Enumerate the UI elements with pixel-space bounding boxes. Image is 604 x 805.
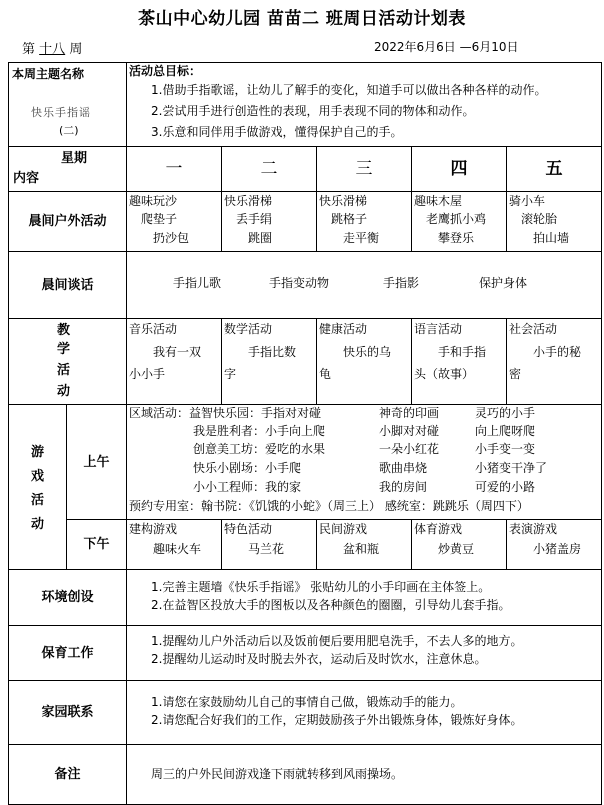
area-item: 神奇的印画 xyxy=(379,406,440,420)
notes-content xyxy=(127,745,602,805)
outdoor-item: 骑小车 xyxy=(509,194,546,208)
family-content xyxy=(127,681,602,745)
week-number xyxy=(22,38,82,57)
games-pm-row xyxy=(9,520,602,570)
area-zone: 我是胜利者： xyxy=(193,424,266,438)
teaching-title: 快乐的乌 xyxy=(343,345,392,359)
care-label: 保育工作 xyxy=(9,626,127,681)
goals-label: 活动总目标： xyxy=(129,64,202,78)
content-label: 内容 xyxy=(13,171,40,186)
teaching-type: 音乐活动 xyxy=(129,322,178,336)
talk-item: 手指影 xyxy=(383,276,420,290)
area-item: 可爱的小路 xyxy=(475,480,536,494)
morning-outdoor-row xyxy=(9,192,602,252)
pm-type: 特色活动 xyxy=(224,522,273,536)
week-suffix: 周 xyxy=(69,42,83,57)
environment-label: 环境创设 xyxy=(9,570,127,626)
area-item: 灵巧的小手 xyxy=(475,406,536,420)
outdoor-item: 拍山墙 xyxy=(533,231,570,245)
area-item: 小手爬 xyxy=(265,461,302,475)
outdoor-item: 攀登乐 xyxy=(438,231,475,245)
area-item: 手指对对碰 xyxy=(261,406,322,420)
outdoor-item: 老鹰抓小鸡 xyxy=(426,212,487,226)
goal-item: 2.尝试用手进行创造性的表现，用手表现不同的物体和动作。 xyxy=(151,104,475,118)
environment-content xyxy=(127,570,602,626)
area-item: 歌曲串烧 xyxy=(379,461,428,475)
family-item: 1.请您在家鼓励幼儿自己的事情自己做，锻炼动手的能力。 xyxy=(151,695,463,709)
outdoor-item: 趣味木屋 xyxy=(414,194,463,208)
pm-name: 炒黄豆 xyxy=(438,542,475,556)
outdoor-item: 跳圈 xyxy=(248,231,273,245)
outdoor-thu xyxy=(412,192,507,252)
area-zone: 益智快乐园： xyxy=(189,406,262,420)
care-item: 2.提醒幼儿运动时及时脱去外衣，运动后及时饮水，注意休息。 xyxy=(151,652,487,666)
teaching-title: 小手的秘 xyxy=(533,345,582,359)
area-item: 小脚对对碰 xyxy=(379,424,440,438)
teaching-row xyxy=(9,319,602,405)
teaching-mon xyxy=(127,319,222,405)
family-row xyxy=(9,681,602,745)
talk-item: 手指儿歌 xyxy=(173,276,222,290)
outdoor-item: 快乐滑梯 xyxy=(224,194,273,208)
teaching-title-cont: 头（故事） xyxy=(414,367,475,381)
outdoor-item: 跳格子 xyxy=(331,212,368,226)
weekday-label: 星期 xyxy=(61,151,88,166)
teaching-type: 健康活动 xyxy=(319,322,368,336)
outdoor-item: 滚轮胎 xyxy=(521,212,558,226)
teaching-title-cont: 密 xyxy=(509,367,522,381)
teaching-title: 手指比数 xyxy=(248,345,297,359)
area-item: 一朵小红花 xyxy=(379,442,440,456)
family-label: 家园联系 xyxy=(9,681,127,745)
pm-name: 盆和瓶 xyxy=(343,542,380,556)
pm-name: 趣味火车 xyxy=(153,542,202,556)
environment-item: 2.在益智区投放大手的图板以及各种颜色的圈圈，引导幼儿套手指。 xyxy=(151,598,511,612)
pm-name: 小猪盖房 xyxy=(533,542,582,556)
games-label xyxy=(9,405,67,570)
day-header-tue: 二 xyxy=(222,147,317,192)
teaching-title-cont: 小小手 xyxy=(129,367,166,381)
pm-type: 体育游戏 xyxy=(414,522,463,536)
games-char: 活 xyxy=(31,493,45,508)
goal-item: 3.乐意和同伴用手做游戏，懂得保护自己的手。 xyxy=(151,125,403,139)
games-am-row xyxy=(9,405,602,520)
morning-talk-label: 晨间谈话 xyxy=(9,252,127,319)
area-item: 我的家 xyxy=(265,480,302,494)
goals-cell xyxy=(127,63,602,147)
week-number-value: 十八 xyxy=(39,42,66,57)
page-title: 茶山中心幼儿园 苗苗二 班周日活动计划表 xyxy=(138,9,466,29)
date-range: 2022年6月6日 —6月10日 xyxy=(374,40,519,54)
games-char: 动 xyxy=(31,517,45,532)
outdoor-item: 走平衡 xyxy=(343,231,380,245)
theme-cell xyxy=(9,63,127,147)
notes-text: 周三的户外民间游戏逢下雨就转移到风雨操场。 xyxy=(151,767,404,781)
teaching-char: 学 xyxy=(57,342,71,357)
pm-tue xyxy=(222,520,317,570)
teaching-title: 手和手指 xyxy=(438,345,487,359)
header-row xyxy=(9,147,602,192)
care-item: 1.提醒幼儿户外活动后以及饭前便后要用肥皂洗手，不去人多的地方。 xyxy=(151,634,523,648)
games-char: 游 xyxy=(31,445,45,460)
area-item: 小手变一变 xyxy=(475,442,536,456)
teaching-title-cont: 字 xyxy=(224,367,237,381)
pm-label: 下午 xyxy=(67,520,127,570)
teaching-type: 数学活动 xyxy=(224,322,273,336)
games-char: 戏 xyxy=(31,469,45,484)
notes-label: 备注 xyxy=(9,745,127,805)
teaching-fri xyxy=(507,319,602,405)
teaching-type: 社会活动 xyxy=(509,322,558,336)
area-label: 区域活动： xyxy=(129,406,190,420)
teaching-label xyxy=(9,319,127,405)
header-corner xyxy=(9,147,127,192)
talk-item: 保护身体 xyxy=(479,276,528,290)
environment-row xyxy=(9,570,602,626)
care-content xyxy=(127,626,602,681)
pm-name: 马兰花 xyxy=(248,542,285,556)
environment-item: 1.完善主题墙《快乐手指谣》 张贴幼儿的小手印画在主体签上。 xyxy=(151,580,491,594)
area-item: 向上爬呀爬 xyxy=(475,424,536,438)
family-item: 2.请您配合好我们的工作，定期鼓励孩子外出锻炼身体，锻炼好身体。 xyxy=(151,713,523,727)
day-header-wed: 三 xyxy=(317,147,412,192)
theme-label: 本周主题名称 xyxy=(12,67,85,81)
day-header-thu: 四 xyxy=(412,147,507,192)
pm-type: 表演游戏 xyxy=(509,522,558,536)
outdoor-item: 丢手绢 xyxy=(236,212,273,226)
day-header-mon: 一 xyxy=(127,147,222,192)
outdoor-item: 扔沙包 xyxy=(153,231,190,245)
weekly-plan-table xyxy=(8,62,602,805)
booking-info: 预约专用室：翰书院：《饥饿的小蛇》（周三上） 感统室：跳跳乐（周四下） xyxy=(129,499,529,513)
area-zone: 快乐小剧场： xyxy=(193,461,266,475)
morning-talk-row xyxy=(9,252,602,319)
teaching-title-cont: 龟 xyxy=(319,367,332,381)
goal-item: 1.借助手指歌谣，让幼儿了解手的变化，知道手可以做出各种各样的动作。 xyxy=(151,83,547,97)
outdoor-item: 趣味玩沙 xyxy=(129,194,178,208)
outdoor-mon xyxy=(127,192,222,252)
outdoor-fri xyxy=(507,192,602,252)
teaching-tue xyxy=(222,319,317,405)
talk-item: 手指变动物 xyxy=(269,276,330,290)
am-label: 上午 xyxy=(67,405,127,520)
pm-fri xyxy=(507,520,602,570)
area-item: 我的房间 xyxy=(379,480,428,494)
teaching-char: 教 xyxy=(57,323,71,338)
notes-row xyxy=(9,745,602,805)
area-activities xyxy=(127,405,602,520)
area-zone: 创意美工坊： xyxy=(193,442,266,456)
week-prefix: 第 xyxy=(22,42,36,57)
teaching-char: 活 xyxy=(57,363,71,378)
area-item: 小猪变干净了 xyxy=(475,461,548,475)
outdoor-item: 快乐滑梯 xyxy=(319,194,368,208)
pm-wed xyxy=(317,520,412,570)
morning-outdoor-label: 晨间户外活动 xyxy=(9,192,127,252)
teaching-title: 我有一双 xyxy=(153,345,202,359)
theme-part: (二) xyxy=(59,124,79,137)
morning-talk-content xyxy=(127,252,602,319)
pm-mon xyxy=(127,520,222,570)
teaching-char: 动 xyxy=(57,384,71,399)
pm-type: 建构游戏 xyxy=(129,522,178,536)
theme-name: 快乐手指谣 xyxy=(31,106,91,119)
outdoor-tue xyxy=(222,192,317,252)
day-header-fri: 五 xyxy=(507,147,602,192)
area-zone: 小小工程师： xyxy=(193,480,266,494)
outdoor-item: 爬垫子 xyxy=(141,212,178,226)
pm-thu xyxy=(412,520,507,570)
theme-row xyxy=(9,63,602,147)
teaching-wed xyxy=(317,319,412,405)
teaching-thu xyxy=(412,319,507,405)
outdoor-wed xyxy=(317,192,412,252)
teaching-type: 语言活动 xyxy=(414,322,463,336)
pm-type: 民间游戏 xyxy=(319,522,368,536)
care-row xyxy=(9,626,602,681)
area-item: 爱吃的水果 xyxy=(265,442,326,456)
area-item: 小手向上爬 xyxy=(265,424,326,438)
